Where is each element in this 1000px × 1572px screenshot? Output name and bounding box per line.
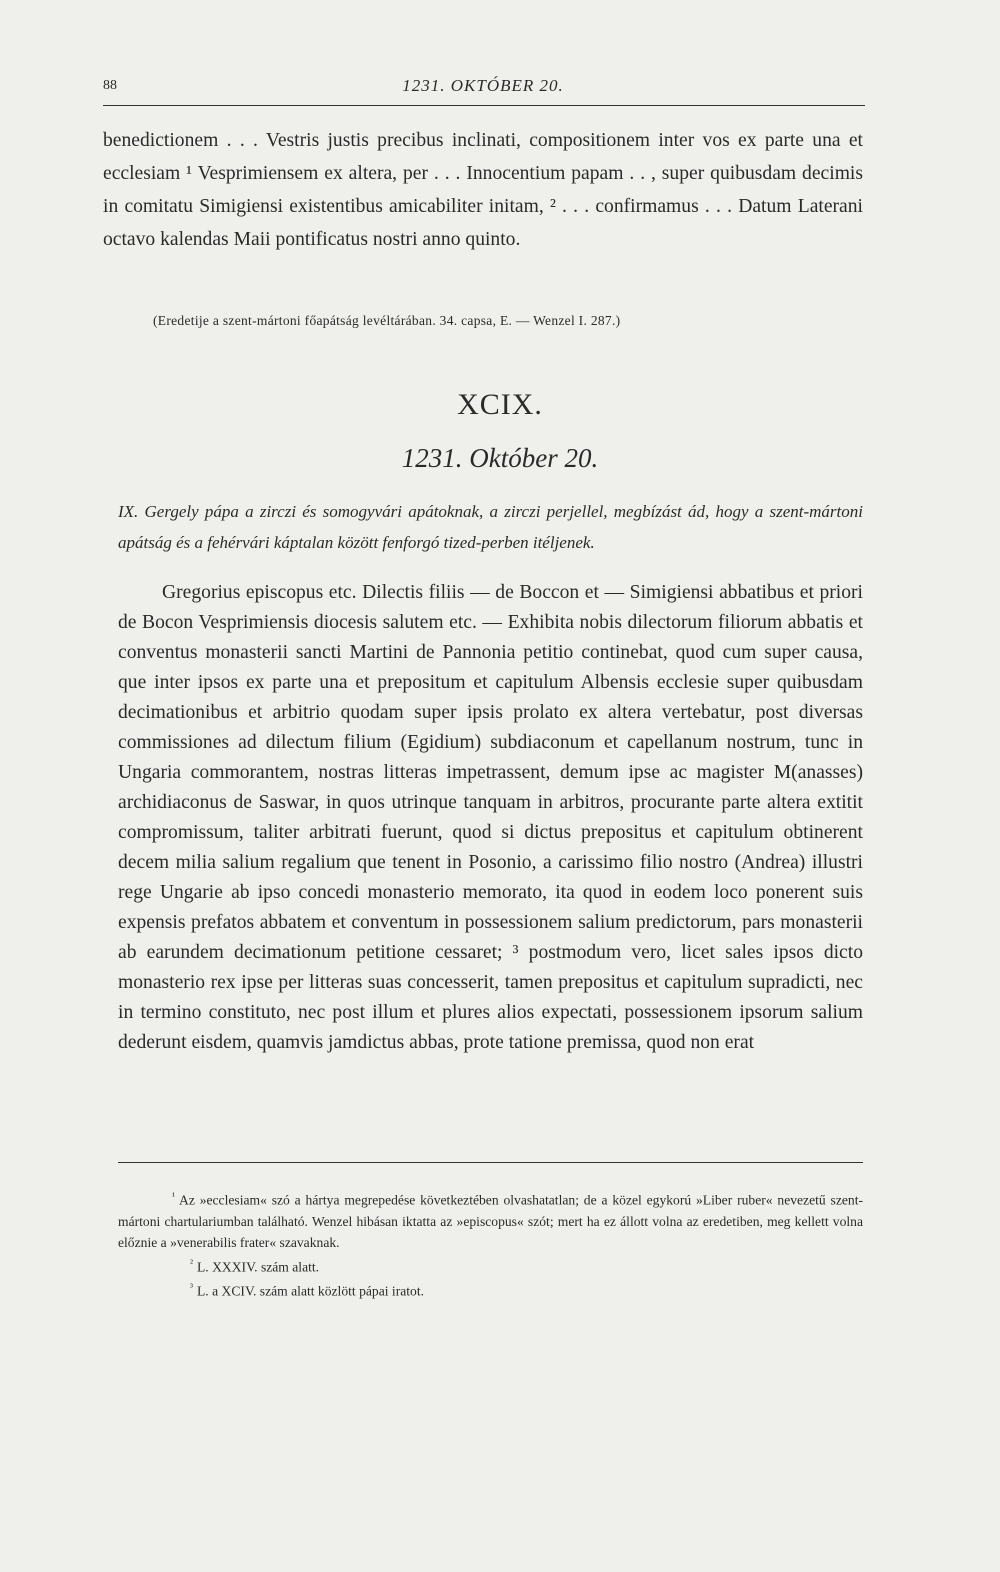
- body-text: Gregorius episcopus etc. Dilectis filiis — de Boccon et — Simigiensi abbatibus et priori de Bocon Vesprimiensis diocesis salutem etc. — Exhibita nobis dilectorum filiorum abbatis et conventus monasterii sancti Martini de Pannonia petitio continebat, quod cum super causa, que inter ipsos ex parte una et prepositum et capitulum Albensis ecclesie super quibusdam decimationibus et arbitrio quodam super ipsis prolato ex altera vertebatur, post diversas commissiones ad dilectum filium (Egidium) subdiaconum et capellanum nostrum, tunc in Ungaria commorantem, nostras litteras impetrassent, demum ipse ac magister M(anasses) archidiaconus de Saswar, in quos utrinque tanquam in arbitros, procurante parte altera extitit compromissum, taliter arbitrati fuerunt, quod si dictus prepositus et capitulum obtinerent decem milia salium regalium que tenent in Posonio, a carissimo filio nostro (Andrea) illustri rege Ungarie ab ipso concedi monasterio memorato, ita quod in eodem loco ponerent suis expensis prefatos abbatem et conventum in possessionem salium predictorum, pars monasterii ab earundem decimationum petitione cessaret; ³ postmodum vero, licet sales ipsos dicto monasterio rex ipse per litteras suas concesserit, tamen prepositus et capitulum supradicti, nec in termino constituto, nec post illum et plures alios expectati, possessionem ipsorum salium dederunt eisdem, quamvis jamdictus abbas, prote tatione premissa, quod non erat: [118, 582, 863, 1053]
- document-date: 1231. Október 20.: [401, 443, 599, 473]
- footnote-text: Az »ecclesiam« szó a hártya megrepedése következtében olvashatatlan; de a közel egykorú »Liber ruber« nevezetű szent-mártoni chartulariumban található. Wenzel hibásan iktatta az »episcopus« szót; mert ha ez állott volna az eredetiben, meg kellett volna előznie a »venerabilis frater« szavaknak.: [118, 1192, 863, 1250]
- footnote-1: [118, 1186, 863, 1253]
- source-note: (Eredetije a szent-mártoni főapátság levéltárában. 34. capsa, E. — Wenzel I. 287.): [153, 313, 621, 328]
- footnotes: [118, 1186, 863, 1302]
- header-rule: [103, 105, 865, 106]
- footnote-text: L. a XCIV. szám alatt közlött pápai iratot.: [197, 1283, 425, 1299]
- document-summary: IX. Gergely pápa a zirczi és somogyvári apátoknak, a zirczi perjellel, megbízást ád, hogy a szent-mártoni apátság és a fehérvári káptalan között fenforgó tized-perben itéljenek.: [118, 502, 863, 552]
- document-body: [118, 578, 863, 1058]
- intro-paragraph: [103, 124, 863, 256]
- running-title: 1231. OKTÓBER 20.: [402, 76, 564, 95]
- footnote-2: [118, 1253, 863, 1278]
- footnote-text: L. XXXIV. szám alatt.: [197, 1259, 320, 1275]
- footnote-marker: ²: [190, 1257, 193, 1269]
- footnote-marker: ¹: [172, 1191, 175, 1202]
- footnote-rule: [118, 1162, 863, 1163]
- page-number: 88: [103, 78, 117, 93]
- footnote-3: [118, 1277, 863, 1302]
- document-number: XCIX.: [457, 388, 543, 421]
- intro-text: benedictionem . . . Vestris justis precibus inclinati, compositionem inter vos ex parte una et ecclesiam ¹ Vesprimiensem ex altera, per . . . Innocentium papam . . , super quibusdam decimis in comitatu Simigiensi existentibus amicabiliter initam, ² . . . confirmamus . . . Datum Laterani octavo kalendas Maii pontificatus nostri anno quinto.: [103, 130, 863, 250]
- page-header: [103, 76, 863, 100]
- footnote-marker: ³: [190, 1282, 193, 1294]
